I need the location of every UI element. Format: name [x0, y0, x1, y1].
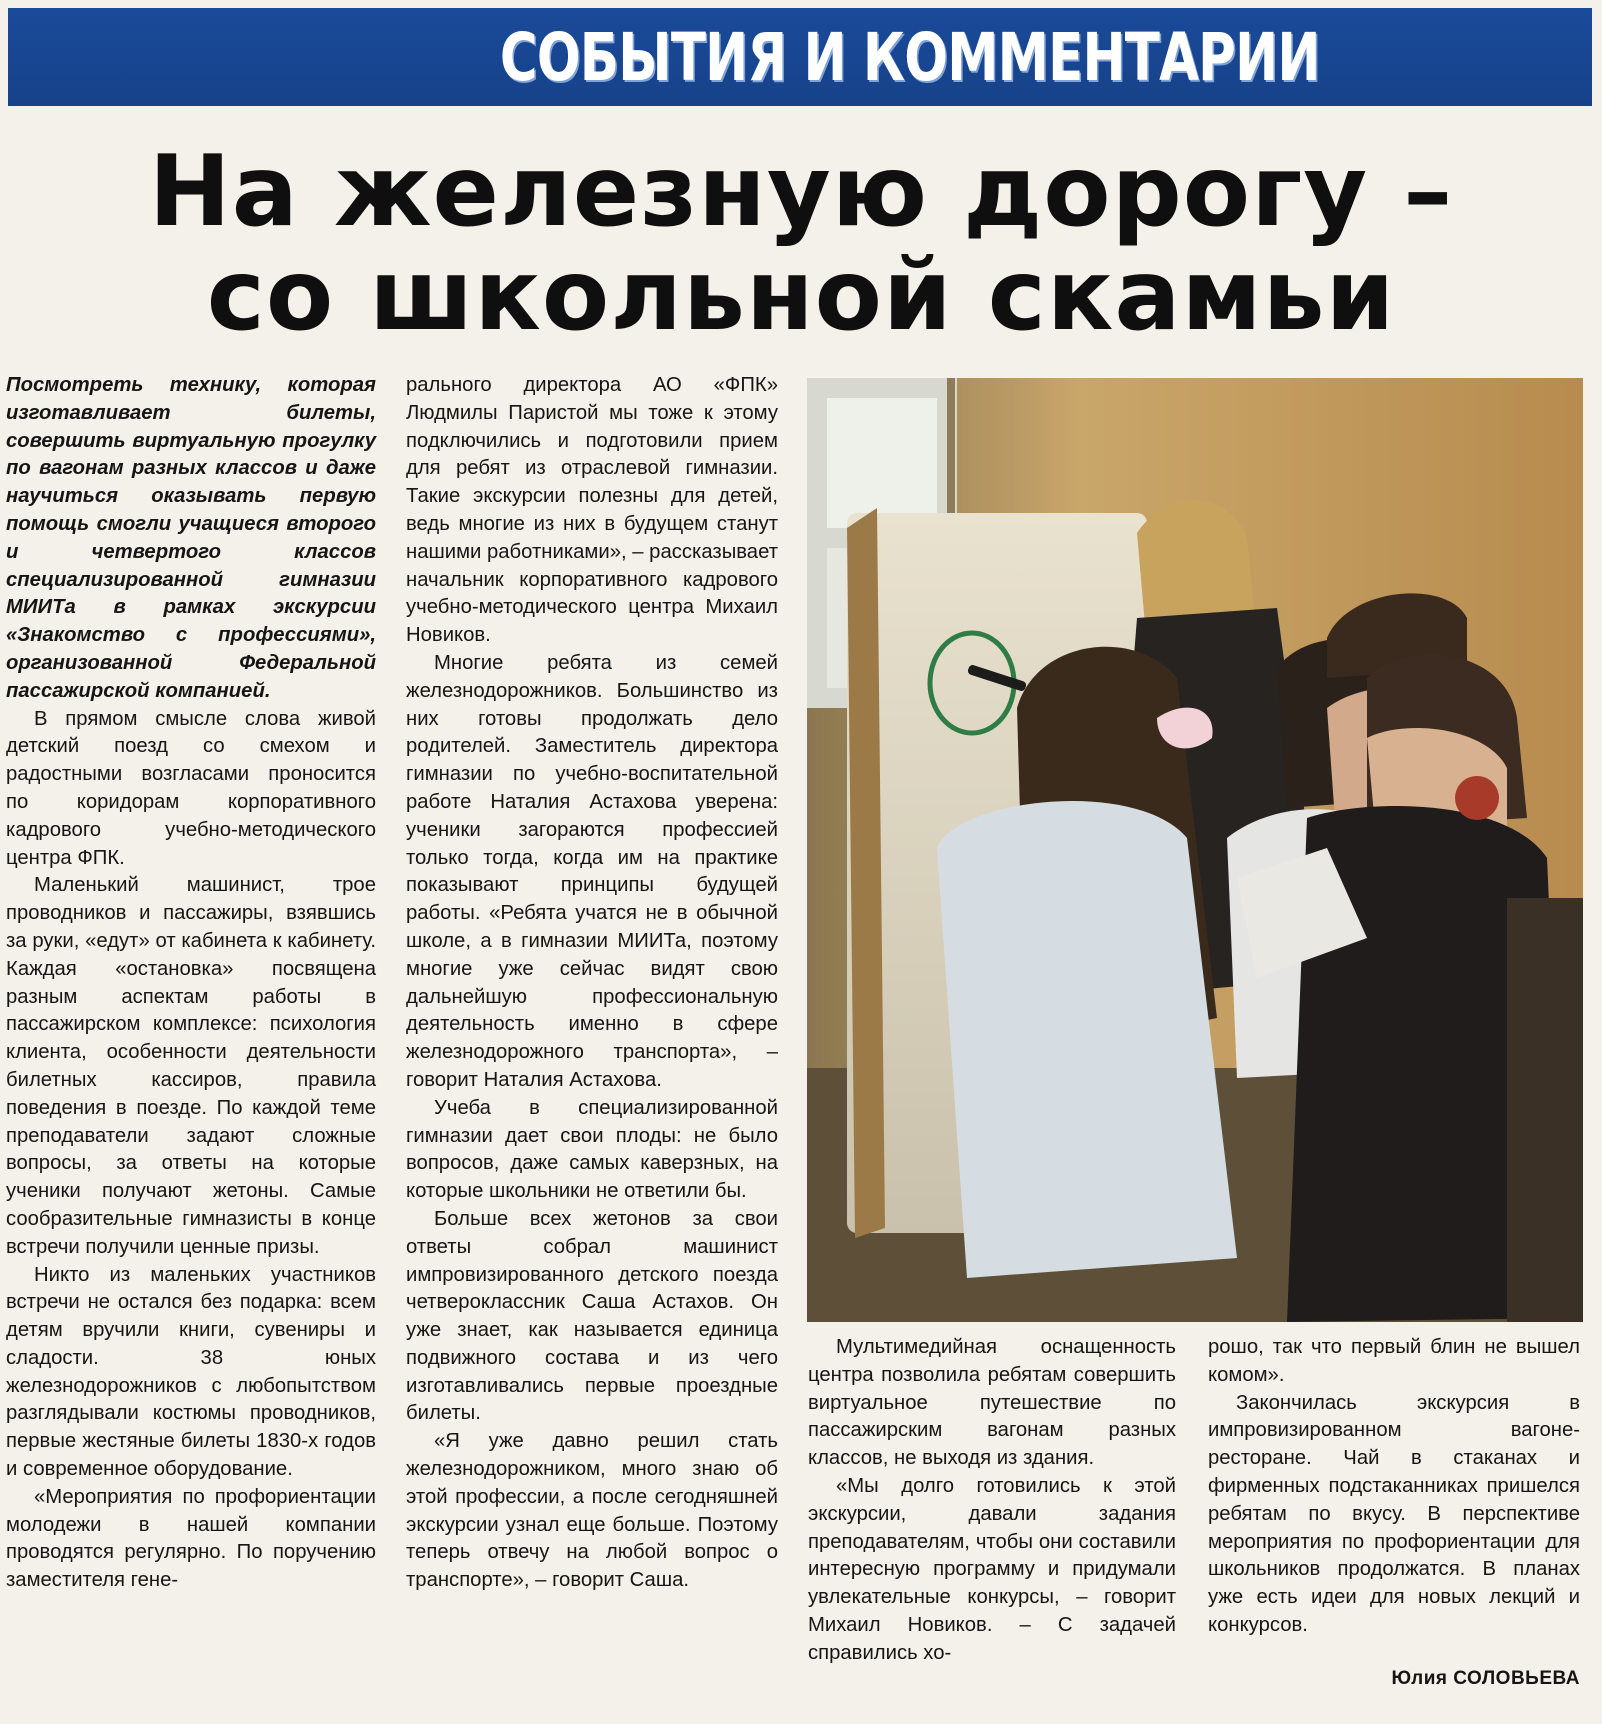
article-paragraph: Мультимедийная оснащенность центра позволила ребятам совершить виртуальное путешествие по пассажирским вагонам разных классов, не выходя из здания. — [808, 1336, 1176, 1470]
article-paragraph: Закончилась экскурсия в импровизированном вагоне-ресторане. Чай в стаканах и фирменных подстаканниках пришелся ребятам по вкусу. В перспективе мероприятия по профориентации для школьников продолжатся. В планах уже есть идеи для новых лекций и конкурсов. — [1208, 1391, 1580, 1636]
headline-line-2: со школьной скамьи — [206, 239, 1396, 353]
section-rubric-band — [8, 8, 1592, 106]
article-paragraph: «Я уже давно решил стать железнодорожником, много знаю об этой профессии, а после сегодняшней экскурсии узнал еще больше. Поэтому теперь отвечу на любой вопрос о транспорте», – говорит Саша. — [406, 1430, 778, 1592]
author-byline: Юлия СОЛОВЬЕВА — [1391, 1668, 1580, 1689]
article-paragraph: «Мы долго готовились к этой экскурсии, давали задания преподавателям, чтобы они составили интересную программу и придумали увлекательные конкурсы, – говорит Михаил Новиков. – С задачей справились хо- — [808, 1474, 1176, 1664]
article-paragraph: рального директора АО «ФПК» Людмилы Паристой мы тоже к этому подключились и подготовили прием для ребят из отраслевой гимназии. Такие экскурсии полезны для детей, ведь многие из них в будущем станут нашими работниками», – рассказывает начальник корпоративного кадрового учебно-методического центра Михаил Новиков. — [406, 374, 778, 647]
article-column-4 — [1208, 1334, 1580, 1640]
article-paragraph: Больше всех жетонов за свои ответы собрал машинист импровизированного детского поезда четвероклассник Саша Астахов. Он уже знает, как называется единица подвижного состава и из чего изготавливались первые проездные билеты. — [406, 1207, 778, 1425]
article-paragraph: Маленький машинист, трое проводников и пассажиры, взявшись за руки, «едут» от кабинета к кабинету. Каждая «остановка» посвящена разным аспектам работы в пассажирском комплексе: психология клиента, особенности деятельности билетных кассиров, правила поведения в поезде. По каждой теме преподаватели задают сложные вопросы, за ответы на которые ученики получают жетоны. Самые сообразительные гимназисты в конце встречи получили ценные призы. — [6, 874, 376, 1258]
article-column-1 — [6, 372, 376, 1595]
article-paragraph: Никто из маленьких участников встречи не остался без подарка: всем детям вручили книги, сувениры и сладости. 38 юных железнодорожников с любопытством разглядывали костюмы проводников, первые жестяные билеты 1830-х годов и современное оборудование. — [6, 1263, 376, 1481]
photo-schoolchildren-at-flipchart — [807, 378, 1583, 1322]
article-paragraph: рошо, так что первый блин не вышел комом». — [1208, 1336, 1580, 1386]
article-paragraph: Многие ребята из семей железнодорожников. Большинство из них готовы продолжать дело родителей. Заместитель директора гимназии по учебно-воспитательной работе Наталия Астахова уверена: ученики загораются профессией только тогда, когда им на практике показывают принципы будущей работы. «Ребята учатся не в обычной школе, а в гимназии МИИТа, поэтому многие уже сейчас видят свою дальнейшую профессиональную деятельность именно в сфере железнодорожного транспорта», – говорит Наталия Астахова. — [406, 651, 778, 1091]
article-lead: Посмотреть технику, которая изготавливает билеты, совершить виртуальную прогулку по вагонам разных классов и даже научиться оказывать первую помощь смогли учащиеся второго и четвертого классов специализированной гимназии МИИТа в рамках экскурсии «Знакомство с профессиями», организованной Федеральной пассажирской компанией. — [6, 374, 376, 702]
article-headline — [0, 135, 1602, 353]
article-paragraph: «Мероприятия по профориентации молодежи в нашей компании проводятся регулярно. По поручению заместителя гене- — [6, 1485, 376, 1592]
article-column-2 — [406, 372, 778, 1595]
article-photo — [807, 378, 1583, 1322]
article-column-3 — [808, 1334, 1176, 1668]
article-paragraph: В прямом смысле слова живой детский поезд со смехом и радостными возгласами проносится по коридорам корпоративного кадрового учебно-методического центра ФПК. — [6, 707, 376, 869]
headline-line-1: На железную дорогу – — [148, 135, 1454, 249]
section-rubric-title: СОБЫТИЯ И КОММЕНТАРИИ — [499, 18, 1320, 96]
article-paragraph: Учеба в специализированной гимназии дает свои плоды: не было вопросов, даже самых каверзных, на которые школьники не ответили бы. — [406, 1096, 778, 1203]
